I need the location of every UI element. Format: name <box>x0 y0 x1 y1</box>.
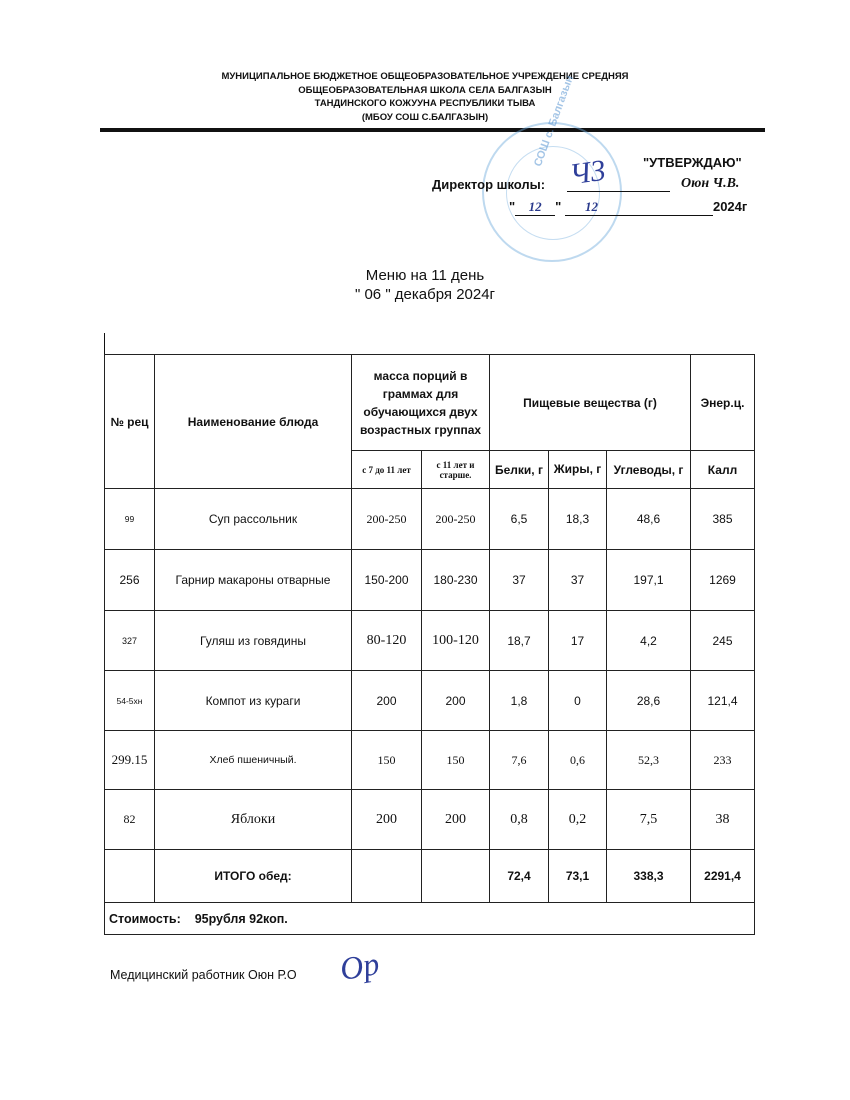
total-row <box>105 850 755 903</box>
fat: 0,6 <box>549 731 607 790</box>
date-month: 12 <box>565 199 713 216</box>
kcal: 38 <box>691 790 755 850</box>
protein: 6,5 <box>490 489 549 550</box>
total-empty-m1 <box>352 850 422 903</box>
total-empty-no <box>105 850 155 903</box>
header-divider <box>100 128 765 132</box>
mass-11-plus: 200 <box>422 790 490 850</box>
recipe-no: 299.15 <box>105 731 155 790</box>
recipe-no: 327 <box>105 611 155 671</box>
carbs: 28,6 <box>607 671 691 731</box>
mass-7-11: 150-200 <box>352 550 422 611</box>
fat: 37 <box>549 550 607 611</box>
dish-name: Яблоки <box>155 790 352 850</box>
total-empty-m2 <box>422 850 490 903</box>
header-kcal: Калл <box>691 451 755 489</box>
fat: 0,2 <box>549 790 607 850</box>
organization-header <box>0 70 850 124</box>
protein: 7,6 <box>490 731 549 790</box>
table-top-edge <box>104 333 105 355</box>
title-line-2: " 06 " декабря 2024г <box>354 286 496 303</box>
total-kcal: 2291,4 <box>691 850 755 903</box>
director-signature-line <box>567 191 670 192</box>
stamp-text: СОШ с. Балгазын <box>532 73 577 169</box>
header-portion-mass: масса порций в граммах для обучающихся двух возрастных группах <box>352 355 490 451</box>
date-year: 2024г <box>712 199 748 214</box>
header-recipe-no: № рец <box>105 355 155 489</box>
mass-11-plus: 200-250 <box>422 489 490 550</box>
table-row <box>105 611 755 671</box>
carbs: 4,2 <box>607 611 691 671</box>
org-line-3: ТАНДИНСКОГО КОЖУУНА РЕСПУБЛИКИ ТЫВА <box>314 98 536 109</box>
director-signature: Ч3 <box>567 153 608 192</box>
header-row-1 <box>105 355 755 451</box>
header-energy: Энер.ц. <box>691 355 755 451</box>
protein: 18,7 <box>490 611 549 671</box>
date-day: 12 <box>515 199 555 216</box>
dish-name: Гарнир макароны отварные <box>155 550 352 611</box>
kcal: 245 <box>691 611 755 671</box>
carbs: 52,3 <box>607 731 691 790</box>
table-row <box>105 790 755 850</box>
kcal: 121,4 <box>691 671 755 731</box>
mass-7-11: 150 <box>352 731 422 790</box>
mass-7-11: 80-120 <box>352 611 422 671</box>
cost-value: 95рубля 92коп. <box>194 911 288 926</box>
table-row <box>105 731 755 790</box>
header-age-7-11: с 7 до 11 лет <box>352 451 422 489</box>
total-label: ИТОГО обед: <box>155 850 352 903</box>
recipe-no: 256 <box>105 550 155 611</box>
dish-name: Суп рассольник <box>155 489 352 550</box>
page-title <box>0 266 850 304</box>
total-carbs: 338,3 <box>607 850 691 903</box>
protein: 37 <box>490 550 549 611</box>
medical-worker: Медицинский работник Оюн Р.О <box>110 968 297 982</box>
carbs: 7,5 <box>607 790 691 850</box>
protein: 0,8 <box>490 790 549 850</box>
header-protein: Белки, г <box>490 451 549 489</box>
header-age-11-plus: с 11 лет и старше. <box>422 451 490 489</box>
approval-date <box>509 199 747 216</box>
carbs: 197,1 <box>607 550 691 611</box>
total-fat: 73,1 <box>549 850 607 903</box>
mass-11-plus: 150 <box>422 731 490 790</box>
medical-worker-signature: Ор <box>337 944 382 988</box>
kcal: 233 <box>691 731 755 790</box>
mass-7-11: 200-250 <box>352 489 422 550</box>
kcal: 1269 <box>691 550 755 611</box>
recipe-no: 54-5хн <box>105 671 155 731</box>
approve-label: "УТВЕРЖДАЮ" <box>643 155 742 170</box>
dish-name: Компот из кураги <box>155 671 352 731</box>
director-label: Директор школы: <box>432 177 546 192</box>
dish-name: Хлеб пшеничный. <box>155 731 352 790</box>
header-nutrients: Пищевые вещества (г) <box>490 355 691 451</box>
fat: 0 <box>549 671 607 731</box>
menu-table <box>104 354 755 935</box>
table-row <box>105 671 755 731</box>
date-open-quote: " <box>509 199 516 214</box>
table-row <box>105 489 755 550</box>
protein: 1,8 <box>490 671 549 731</box>
header-dish-name: Наименование блюда <box>155 355 352 489</box>
mass-11-plus: 100-120 <box>422 611 490 671</box>
mass-11-plus: 180-230 <box>422 550 490 611</box>
mass-11-plus: 200 <box>422 671 490 731</box>
org-line-2: ОБЩЕОБРАЗОВАТЕЛЬНАЯ ШКОЛА СЕЛА БАЛГАЗЫН <box>298 84 552 96</box>
title-line-1: Меню на 11 день <box>365 267 485 284</box>
fat: 18,3 <box>549 489 607 550</box>
fat: 17 <box>549 611 607 671</box>
cost-row <box>105 903 755 935</box>
date-close-quote: " <box>555 199 562 214</box>
dish-name: Гуляш из говядины <box>155 611 352 671</box>
school-stamp <box>482 73 622 262</box>
org-line-1: МУНИЦИПАЛЬНОЕ БЮДЖЕТНОЕ ОБЩЕОБРАЗОВАТЕЛЬНОЕ УЧРЕЖДЕНИЕ СРЕДНЯЯ <box>221 71 629 82</box>
director-name: Оюн Ч.В. <box>681 176 740 191</box>
table-row <box>105 550 755 611</box>
cost-cell <box>105 903 755 935</box>
recipe-no: 99 <box>105 489 155 550</box>
mass-7-11: 200 <box>352 671 422 731</box>
recipe-no: 82 <box>105 790 155 850</box>
kcal: 385 <box>691 489 755 550</box>
mass-7-11: 200 <box>352 790 422 850</box>
carbs: 48,6 <box>607 489 691 550</box>
total-protein: 72,4 <box>490 850 549 903</box>
org-line-4: (МБОУ СОШ С.БАЛГАЗЫН) <box>361 111 489 123</box>
header-carbs: Углеводы, г <box>607 451 691 489</box>
cost-label: Стоимость: <box>109 911 181 926</box>
header-fat: Жиры, г <box>549 451 607 489</box>
